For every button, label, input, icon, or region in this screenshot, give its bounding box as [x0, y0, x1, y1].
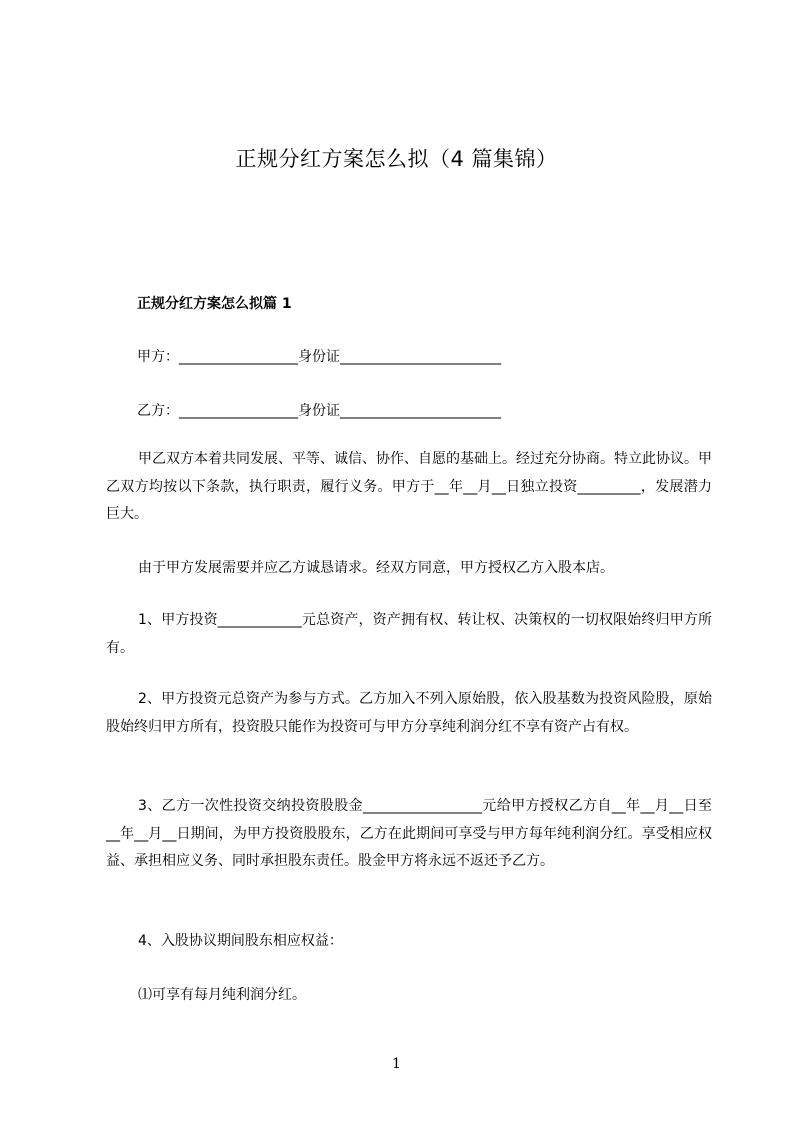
paragraph-clause-1	[106, 607, 712, 662]
paragraph-text: 2、甲方投资元总资产为参与方式。乙方加入不列入原始股，依入股基数为投资风险股，原始股始终归甲方所有，投资股只能作为投资可与甲方分享纯利润分红不享有资产占有权。	[106, 691, 712, 735]
paragraph-authorization	[106, 555, 712, 583]
paragraph-clause-4	[106, 928, 712, 956]
page-number: 1	[392, 1056, 401, 1072]
paragraph-text: 1、甲方投资____________元总资产，资产拥有权、转让权、决策权的一切权限始终归甲方所有。	[106, 612, 712, 656]
section-title: 正规分红方案怎么拟篇 1	[137, 296, 292, 312]
paragraph-intro	[106, 446, 712, 529]
paragraph-text: 4、入股协议期间股东相应权益：	[138, 933, 343, 949]
paragraph-text: 甲乙双方本着共同发展、平等、诚信、协作、自愿的基础上。经过充分协商。特立此协议。甲乙双方均按以下条款，执行职责，履行义务。甲方于__年__月__日独立投资_________，发展潜力巨大。	[106, 451, 712, 522]
paragraph-clause-2	[106, 686, 712, 741]
paragraph-text: ⑴可享有每月纯利润分红。	[138, 987, 306, 1003]
party-a-line: 甲方：_________________身份证_______________________	[137, 349, 501, 365]
paragraph-text: 3、乙方一次性投资交纳投资股股金_________________元给甲方授权乙方自__年__月__日至__年__月__日期间，为甲方投资股股东，乙方在此期间可享受与甲方每年纯利润分红。享受相应权益、承担相应义务、同时承担股东责任。股金甲方将永远不返还予乙方。	[106, 798, 712, 869]
paragraph-sub-item-1	[106, 982, 712, 1010]
paragraph-text: 由于甲方发展需要并应乙方诚恳请求。经双方同意，甲方授权乙方入股本店。	[138, 560, 614, 576]
paragraph-clause-3	[106, 793, 712, 876]
page-title: 正规分红方案怎么拟（4 篇集锦）	[235, 147, 558, 171]
party-b-line: 乙方：_________________身份证_______________________	[137, 403, 501, 419]
